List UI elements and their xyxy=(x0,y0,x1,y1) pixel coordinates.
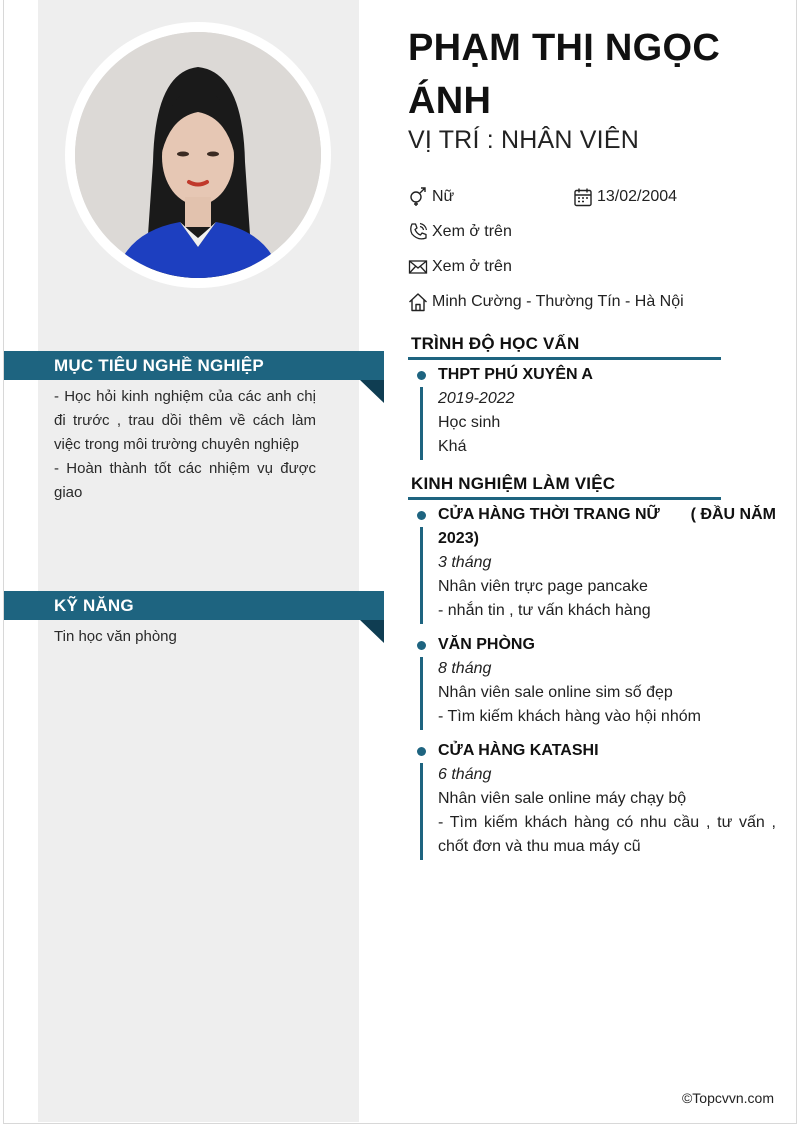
timeline-dot xyxy=(417,371,426,380)
company-time-cont: 2023) xyxy=(438,530,479,547)
objective-text xyxy=(54,385,316,505)
job-duration: 3 tháng xyxy=(438,554,492,571)
education-rule xyxy=(408,357,721,360)
portrait-photo xyxy=(75,32,321,278)
birthday-row xyxy=(573,187,677,207)
ribbon-fold xyxy=(360,380,384,403)
skills-ribbon xyxy=(4,591,384,620)
job-task: - Tìm kiếm khách hàng có nhu cầu , tư vấn , chốt đơn và thu mua máy cũ xyxy=(438,814,776,855)
envelope-icon xyxy=(408,257,428,277)
timeline-line xyxy=(420,657,423,730)
ribbon-fold xyxy=(360,620,384,643)
school-grade: Khá xyxy=(438,438,467,455)
timeline-line xyxy=(420,763,423,860)
gender-row xyxy=(408,187,454,207)
school-name: THPT PHÚ XUYÊN A xyxy=(438,366,593,383)
experience-title: KINH NGHIỆM LÀM VIỆC xyxy=(411,474,616,493)
phone-value: Xem ở trên xyxy=(432,223,512,240)
timeline-dot xyxy=(417,511,426,520)
candidate-position: VỊ TRÍ : NHÂN VIÊN xyxy=(408,126,639,154)
birthday-value: 13/02/2004 xyxy=(597,188,678,205)
company-name: VĂN PHÒNG xyxy=(438,636,535,653)
job-role: Nhân viên sale online máy chạy bộ xyxy=(438,790,687,807)
job-duration: 6 tháng xyxy=(438,766,492,783)
address-value: Minh Cường - Thường Tín - Hà Nội xyxy=(432,293,684,310)
timeline-dot xyxy=(417,747,426,756)
education-title: TRÌNH ĐỘ HỌC VẤN xyxy=(411,334,580,353)
skills-text: Tin học văn phòng xyxy=(54,628,177,645)
gender-value: Nữ xyxy=(432,188,455,205)
calendar-icon xyxy=(573,187,593,207)
school-role: Học sinh xyxy=(438,414,501,431)
gender-icon xyxy=(408,187,428,207)
job-task: - nhắn tin , tư vấn khách hàng xyxy=(438,602,651,619)
job-role: Nhân viên trực page pancake xyxy=(438,578,648,595)
objective-title: MỤC TIÊU NGHỀ NGHIỆP xyxy=(54,356,264,375)
company-name: CỬA HÀNG KATASHI xyxy=(438,742,599,759)
phone-row xyxy=(408,222,512,242)
timeline-line xyxy=(420,387,423,460)
email-value: Xem ở trên xyxy=(432,258,512,275)
company-name: CỬA HÀNG THỜI TRANG NỮ xyxy=(438,506,660,523)
job-task: - Tìm kiếm khách hàng vào hội nhóm xyxy=(438,708,701,725)
experience-rule xyxy=(408,497,721,500)
skills-title: KỸ NĂNG xyxy=(54,596,134,615)
school-period: 2019-2022 xyxy=(438,390,515,407)
experience-item xyxy=(438,503,776,623)
timeline-dot xyxy=(417,641,426,650)
home-icon xyxy=(408,292,428,312)
company-time: ( ĐẦU NĂM xyxy=(690,506,776,523)
candidate-name: PHẠM THỊ NGỌC ÁNH xyxy=(408,27,721,122)
company-header xyxy=(438,503,776,527)
experience-item xyxy=(438,739,776,859)
objective-ribbon xyxy=(4,351,384,380)
copyright: ©Topcvvn.com xyxy=(681,1090,774,1106)
address-row xyxy=(408,292,684,312)
experience-item xyxy=(438,633,776,729)
email-row xyxy=(408,257,512,277)
objective-line-2: - Hoàn thành tốt các nhiệm vụ được giao xyxy=(54,460,316,501)
objective-line-1: - Học hỏi kinh nghiệm của các anh chị đi trước , trau dồi thêm về cách làm việc trong môi trường chuyên nghiệp xyxy=(54,388,316,453)
job-duration: 8 tháng xyxy=(438,660,492,677)
phone-icon xyxy=(408,222,428,242)
avatar xyxy=(75,32,321,278)
timeline-line xyxy=(420,527,423,624)
job-role: Nhân viên sale online sim số đẹp xyxy=(438,684,673,701)
education-item xyxy=(438,363,776,459)
